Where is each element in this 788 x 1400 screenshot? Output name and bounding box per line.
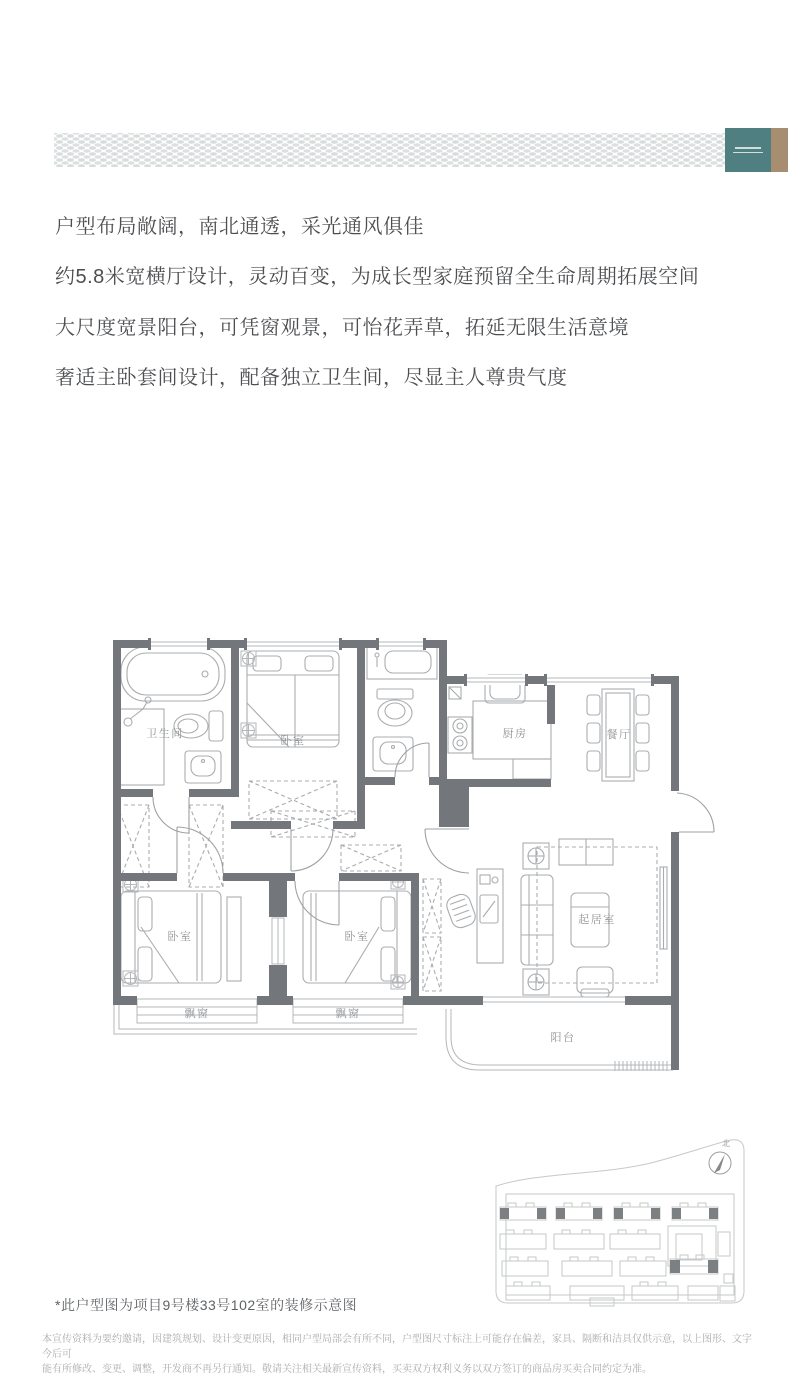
highlighted-building bbox=[670, 1255, 718, 1274]
side-table-icon bbox=[523, 969, 549, 995]
building-row-4 bbox=[506, 1274, 735, 1306]
site-plan bbox=[486, 1128, 756, 1323]
door-entry bbox=[677, 793, 714, 832]
toilet-icon bbox=[209, 711, 223, 741]
room-kitchen-fixtures bbox=[448, 675, 551, 779]
room-label-kitchen: 厨房 bbox=[502, 728, 528, 740]
north-label: 北 bbox=[722, 1139, 730, 1148]
headline-3: 大尺度宽景阳台，可凭窗观景，可怡花弄草，拓延无限生活意境 bbox=[55, 317, 629, 339]
living-wardrobe-strip bbox=[423, 879, 441, 991]
bathtub-icon bbox=[202, 671, 208, 677]
chair-icon bbox=[636, 723, 649, 743]
headline-2: 约5.8米宽横厅设计，灵动百变，为成长型家庭预留全生命周期拓展空间 bbox=[55, 266, 700, 288]
shaft-window bbox=[269, 917, 287, 965]
site-boundary bbox=[496, 1140, 744, 1303]
brand-logo-accent bbox=[771, 128, 788, 172]
chair-icon bbox=[636, 751, 649, 771]
footnote: *此户型图为项目9号楼33号102室的装修示意图 bbox=[55, 1297, 358, 1313]
room-label-bedroom2: 卧室 bbox=[167, 931, 193, 943]
wave-pattern bbox=[54, 133, 725, 167]
room-bathroom2-fixtures bbox=[367, 645, 437, 771]
disclaimer bbox=[42, 1332, 754, 1377]
room-label-bedroom3: 卧室 bbox=[344, 931, 370, 943]
building-row-1 bbox=[500, 1203, 718, 1220]
toilet-icon bbox=[377, 689, 413, 699]
room-label-dining: 餐厅 bbox=[606, 729, 632, 741]
room-label-bay-window2: 飘窗 bbox=[335, 1008, 361, 1020]
room-label-bedroom1: 卧室 bbox=[280, 735, 306, 747]
disclaimer-line-1: 本宣传资料为要约邀请，因建筑规划、设计变更原因，相同户型局部会有所不同，户型图尺寸标注上可能存在偏差，家具、隔断和洁具仅供示意，以上图形、文字今后可 bbox=[42, 1334, 752, 1360]
building-row-2 bbox=[500, 1226, 730, 1266]
chair-icon bbox=[587, 695, 600, 715]
stove-icon bbox=[448, 717, 472, 753]
door-bathroom2 bbox=[395, 743, 429, 777]
headline-4: 奢适主卧套间设计，配备独立卫生间，尽显主人尊贵气度 bbox=[55, 367, 568, 389]
desk-chair-icon bbox=[444, 892, 477, 930]
room-living-furniture bbox=[444, 839, 667, 997]
walls bbox=[113, 640, 679, 1070]
room-bathroom-fixtures bbox=[118, 647, 225, 785]
header-band bbox=[54, 128, 788, 172]
bed-icon bbox=[247, 651, 339, 747]
door-bedroom3 bbox=[295, 881, 339, 925]
room-label-bathroom: 卫生间 bbox=[146, 728, 184, 740]
room-label-living: 起居室 bbox=[578, 914, 616, 926]
chair-icon bbox=[587, 751, 600, 771]
chair-icon bbox=[636, 695, 649, 715]
room-label-balcony: 阳台 bbox=[550, 1032, 576, 1044]
brand-logo bbox=[725, 128, 771, 172]
wardrobe-icon bbox=[249, 781, 337, 819]
door-kitchen bbox=[425, 829, 469, 873]
room-label-bay-window1: 飘窗 bbox=[184, 1008, 210, 1020]
headline-1: 户型布局敞阔，南北通透，采光通风俱佳 bbox=[55, 216, 424, 238]
disclaimer-line-2: 能有所修改、变更、调整，开发商不再另行通知。敬请关注相关最新宣传资料，买卖双方权利义务以双方签订的商品房买卖合同约定为准。 bbox=[42, 1364, 652, 1375]
door-bedroom2 bbox=[177, 827, 223, 873]
chair-icon bbox=[587, 723, 600, 743]
north-compass-icon bbox=[709, 1138, 731, 1174]
floor-plan bbox=[85, 625, 715, 1095]
door-bedroom1 bbox=[291, 829, 333, 871]
